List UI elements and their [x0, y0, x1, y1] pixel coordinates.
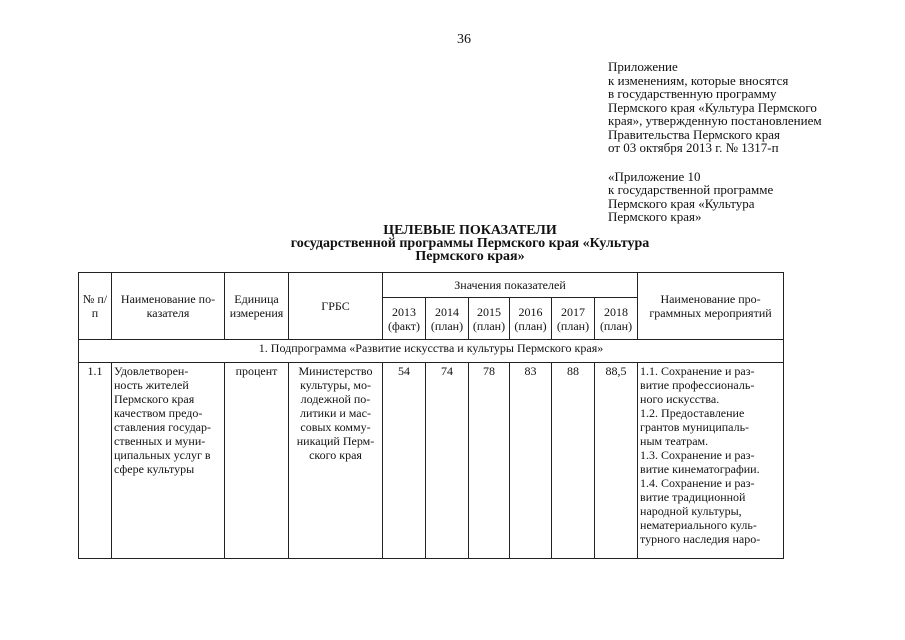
- indicator-name-line: Пермского края: [114, 392, 195, 406]
- title-line: ЦЕЛЕВЫЕ ПОКАЗАТЕЛИ: [383, 223, 557, 238]
- header-unit: Единица измерения: [225, 273, 289, 340]
- appendix-line: Пермского края»: [608, 209, 702, 224]
- measure-line: ным театрам.: [640, 434, 709, 448]
- value-2018: 88,5: [595, 363, 638, 559]
- measure-line: витие традиционной: [640, 490, 746, 504]
- appendix-line: Пермского края «Культура Пермского: [608, 99, 817, 115]
- measure-line: народной культуры,: [640, 504, 742, 518]
- appendix-line: края», утвержденную постановлением: [608, 113, 822, 128]
- indicator-name-line: качеством предо-: [114, 406, 203, 420]
- measure-line: витие кинематографии.: [640, 462, 760, 476]
- value-2016: 83: [510, 363, 552, 559]
- year-header: [426, 298, 469, 340]
- appendix-line: «Приложение 10: [608, 168, 701, 184]
- year-header: [383, 298, 426, 340]
- year-header: [510, 298, 552, 340]
- grbs-line: никаций Перм-: [296, 434, 375, 448]
- year-label: 2017: [561, 304, 585, 319]
- grbs-line: культуры, мо-: [300, 378, 371, 392]
- measure-line: ного искусства.: [640, 392, 720, 406]
- grbs-line: ского края: [309, 448, 362, 462]
- title-line: Пермского края»: [415, 249, 525, 264]
- table-row: [79, 363, 784, 559]
- measure-line: грантов муниципаль-: [640, 420, 750, 434]
- year-kind: (план): [599, 318, 633, 333]
- appendix-line: Приложение: [608, 59, 678, 74]
- measure-line: 1.2. Предоставление: [640, 406, 745, 420]
- row-num: 1.1: [79, 363, 112, 559]
- year-label: 2015: [477, 304, 501, 319]
- year-kind: (план): [472, 318, 506, 333]
- appendix-line: к изменениям, которые вносятся: [608, 72, 789, 88]
- measure-line: витие профессиональ-: [640, 378, 755, 392]
- measure-line: 1.3. Сохранение и раз-: [640, 448, 755, 462]
- year-header: [469, 298, 510, 340]
- year-label: 2014: [435, 304, 459, 319]
- appendix-line: от 03 октября 2013 г. № 1317-п: [608, 140, 779, 155]
- indicator-name-line: Удовлетворен-: [114, 364, 189, 378]
- measure-line: турного наследия наро-: [640, 532, 761, 546]
- appendix-line: Пермского края «Культура: [608, 195, 755, 211]
- indicator-name-line: ность жителей: [114, 378, 189, 392]
- appendix-line: в государственную программу: [608, 86, 777, 101]
- header-values: Значения показателей: [383, 273, 638, 298]
- year-header: [595, 298, 638, 340]
- value-2015: 78: [469, 363, 510, 559]
- grbs-cell: [289, 363, 383, 559]
- indicator-name-line: ципальных услуг в: [114, 448, 211, 462]
- unit-cell: процент: [225, 363, 289, 559]
- year-label: 2016: [518, 304, 543, 319]
- header-grbs: ГРБС: [289, 273, 383, 340]
- year-kind: (план): [556, 318, 590, 333]
- header-name: Наименование по-казателя: [112, 273, 225, 340]
- measures-cell: [638, 363, 784, 559]
- indicator-name-line: ставления государ-: [114, 420, 211, 434]
- grbs-line: совых комму-: [300, 420, 371, 434]
- grbs-line: лодежной по-: [300, 392, 371, 406]
- appendix-line: Правительства Пермского края: [608, 126, 780, 142]
- grbs-line: литики и мас-: [300, 406, 371, 420]
- appendix-line: к государственной программе: [608, 182, 774, 197]
- indicators-table: [78, 272, 784, 559]
- year-label: 2013: [392, 304, 416, 319]
- measure-line: нематериального куль-: [640, 518, 757, 532]
- header-num: № п/п: [79, 273, 112, 340]
- indicator-name: [112, 363, 225, 559]
- measure-line: 1.1. Сохранение и раз-: [640, 364, 755, 378]
- document-title: [190, 224, 750, 263]
- year-kind: (факт): [387, 318, 420, 333]
- value-2013: 54: [383, 363, 426, 559]
- measure-line: 1.4. Сохранение и раз-: [640, 476, 755, 490]
- year-kind: (план): [430, 318, 464, 333]
- header-measures: Наименование про-граммных мероприятий: [638, 273, 784, 340]
- subprogram-row: [79, 340, 784, 363]
- year-label: 2018: [604, 304, 629, 319]
- page-number: 36: [457, 32, 471, 47]
- indicator-name-line: ственных и муни-: [114, 434, 206, 448]
- year-kind: (план): [514, 318, 547, 333]
- value-2014: 74: [426, 363, 469, 559]
- grbs-line: Министерство: [298, 364, 373, 378]
- indicator-name-line: сфере культуры: [114, 462, 195, 476]
- subprogram-title: 1. Подпрограмма «Развитие искусства и культуры Пермского края»: [79, 340, 784, 363]
- appendix-block: [608, 60, 893, 224]
- title-line: государственной программы Пермского края «Культура: [290, 236, 650, 251]
- year-header: [552, 298, 595, 340]
- value-2017: 88: [552, 363, 595, 559]
